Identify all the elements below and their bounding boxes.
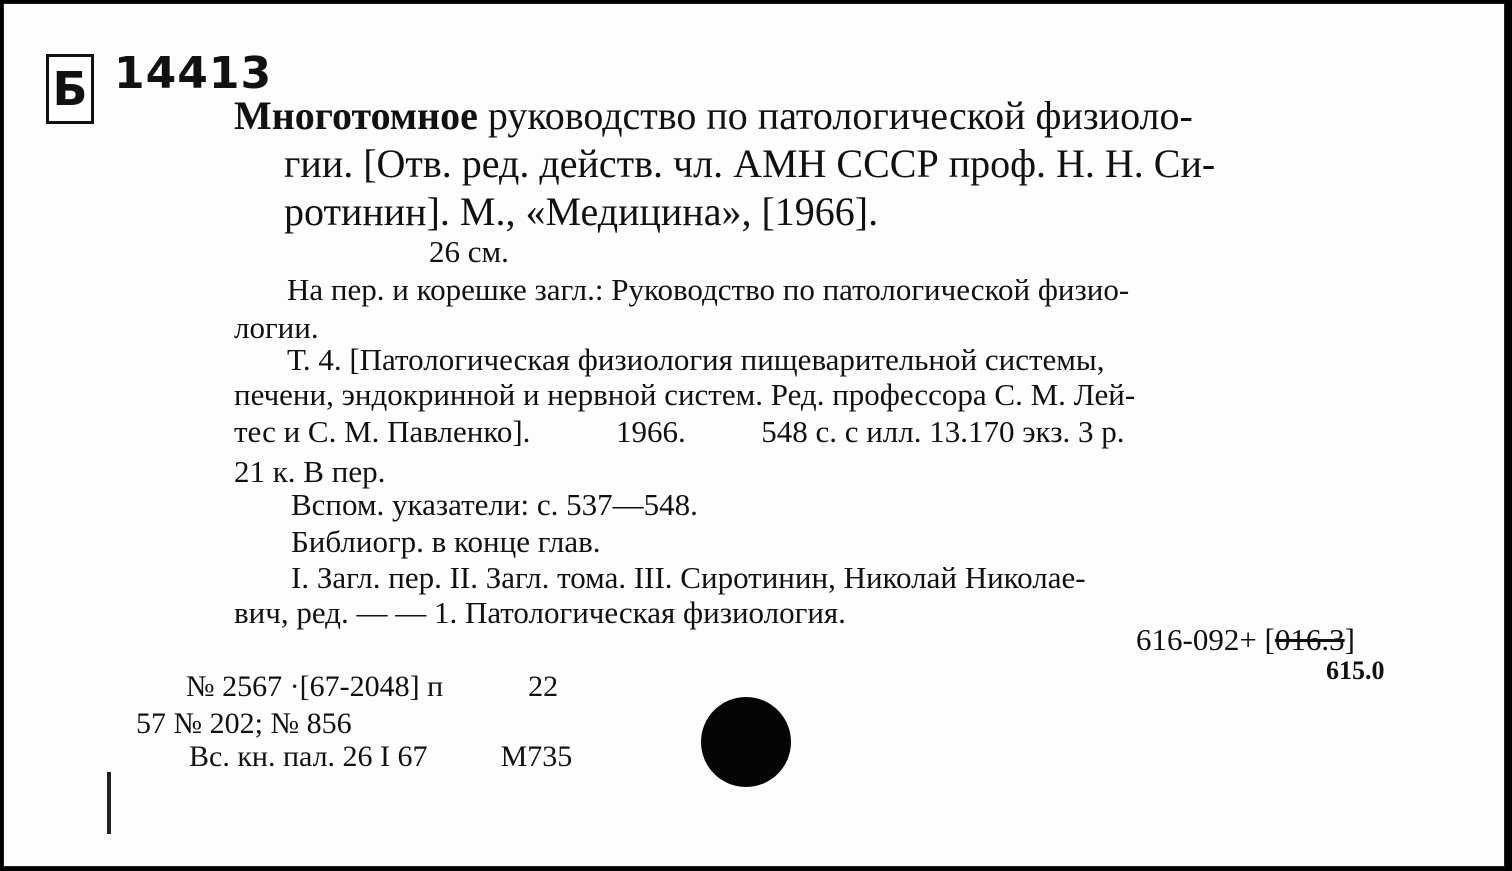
library-stamp: [46, 54, 94, 124]
handwritten-number: 14413: [114, 48, 273, 99]
footer-order-number: № 2567 ·[67-2048] п: [186, 670, 444, 703]
footer-chamber-date: Вс. кн. пал. 26 I 67: [189, 740, 428, 773]
edge-mark: [107, 772, 111, 834]
udc-main: 616-092+ [: [1136, 622, 1275, 657]
note-line-2: логии.: [234, 310, 319, 345]
bibliography-note: Библиогр. в конце глав.: [291, 524, 601, 559]
stamp-letter: Б: [52, 62, 88, 116]
volume-editors: тес и С. М. Павленко].: [234, 414, 531, 449]
index-note: Вспом. указатели: с. 537—548.: [291, 487, 698, 522]
volume-line-1: Т. 4. [Патологическая физиология пищеварительной системы,: [287, 342, 1105, 377]
catalog-card: [3, 3, 1505, 867]
title-line-3: ротинин]. М., «Медицина», [1966].: [284, 189, 879, 234]
footer-line-2: 57 № 202; № 856: [136, 707, 352, 740]
tracing-line-1: I. Загл. пер. II. Загл. тома. III. Сиротинин, Николай Николае-: [291, 560, 1086, 595]
volume-year: 1966.: [615, 414, 686, 449]
volume-pages-edition: 548 с. с илл. 13.170 экз. 3 р.: [761, 414, 1125, 449]
punch-hole: [701, 697, 791, 787]
volume-line-2: печени, эндокринной и нервной систем. Ред. профессора С. М. Лей-: [234, 377, 1136, 412]
udc-secondary: 615.0: [1326, 656, 1385, 685]
footer-line-3: [189, 742, 572, 772]
volume-line-4: 21 к. В пер.: [234, 454, 386, 489]
footer-line-1: [186, 672, 558, 702]
volume-line-3: [234, 416, 1124, 447]
footer-number-22: 22: [528, 670, 559, 703]
footer-code: М735: [500, 740, 573, 773]
title-line-1-rest: руководство по патологической физиоло-: [487, 93, 1193, 138]
size: 26 см.: [429, 234, 509, 269]
udc-bracket: ]: [1344, 622, 1355, 657]
udc-classification: [1136, 624, 1355, 655]
title-line-1: [234, 93, 1193, 138]
title-bold: Многотомное: [234, 93, 478, 138]
title-line-2: гии. [Отв. ред. действ. чл. АМН СССР проф. Н. Н. Си-: [284, 141, 1216, 186]
tracing-line-2: вич, ред. — — 1. Патологическая физиология.: [234, 595, 846, 630]
note-line-1: На пер. и корешке загл.: Руководство по патологической физио-: [287, 272, 1130, 307]
udc-struck: 016.3: [1274, 622, 1345, 657]
